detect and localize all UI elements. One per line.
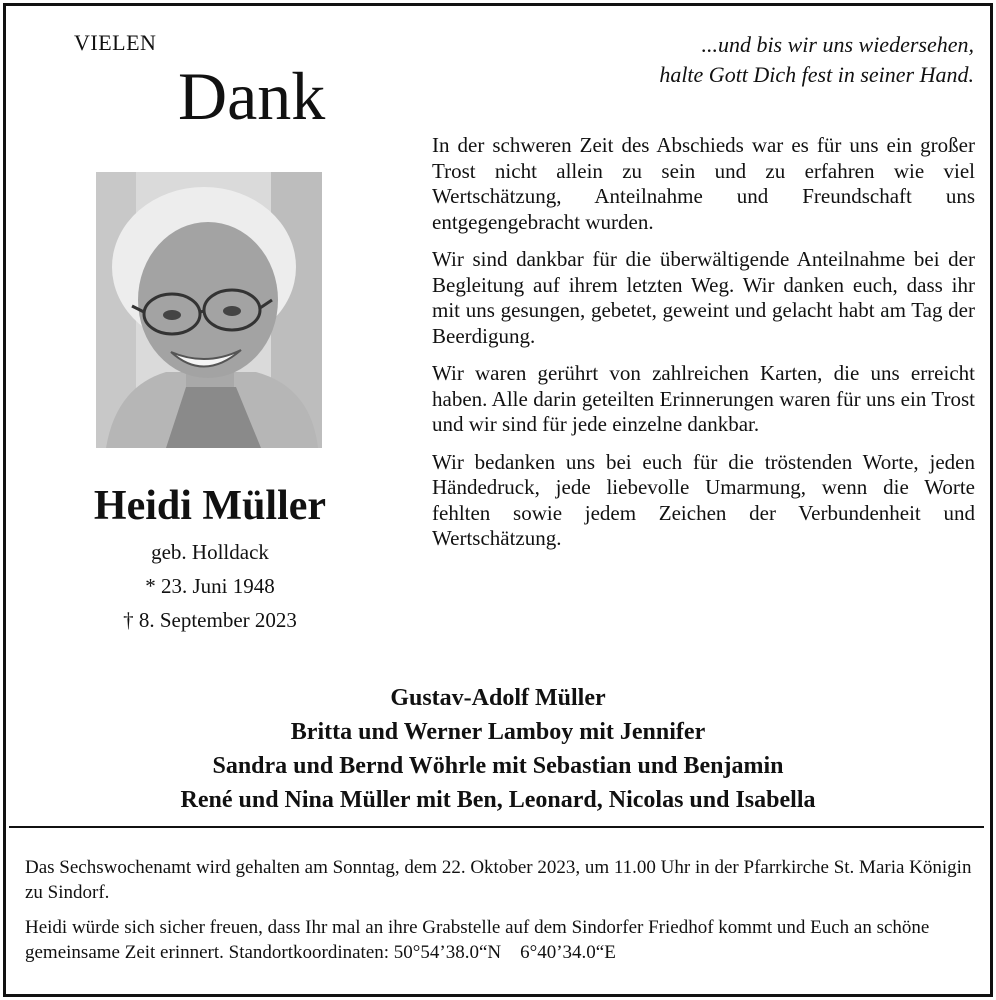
thanks-text <box>432 133 975 564</box>
heading-dank: Dank <box>178 58 326 134</box>
family-member-line: Britta und Werner Lamboy mit Jennifer <box>290 719 706 745</box>
portrait-illustration <box>96 172 322 448</box>
thanks-paragraph: In der schweren Zeit des Abschieds war es für uns ein großer Trost nicht allein zu sein und zu erfahren wie viel Wertschätzung, Anteilnahme und Freundschaft uns entgegengebracht wurden. <box>432 133 975 234</box>
birth-date: * 23. Juni 1948 <box>145 574 275 598</box>
heading-vielen: VIELEN <box>74 30 157 55</box>
family-member-line: René und Nina Müller mit Ben, Leonard, Nicolas und Isabella <box>180 787 816 813</box>
life-dates <box>60 535 360 637</box>
thanks-paragraph: Wir waren gerührt von zahlreichen Karten, die uns erreicht haben. Alle darin geteilten Erinnerungen waren für uns ein Trost und wir sind für jede einzelne dankbar. <box>432 361 975 436</box>
motto-line-2: halte Gott Dich fest in seiner Hand. <box>659 62 974 87</box>
footer-notices <box>25 855 975 975</box>
thanks-paragraph: Wir sind dankbar für die überwältigende Anteilnahme bei der Begleitung auf ihrem letzten Weg. Wir danken euch, dass ihr mit uns gesungen, gebetet, geweint und gelacht habt am Tag der Beerdigung. <box>432 247 975 348</box>
motto-line-1: ...und bis wir uns wiedersehen, <box>701 32 974 57</box>
thanks-paragraph: Wir bedanken uns bei euch für die tröstenden Worte, jeden Händedruck, jede liebevolle Umarmung, wenn die Worte fehlten sowie jedem Zeichen der Verbundenheit und Wertschätzung. <box>432 449 975 550</box>
birth-name: geb. Holldack <box>151 540 269 564</box>
family-member-line: Gustav-Adolf Müller <box>390 685 606 711</box>
mass-notice: Das Sechswochenamt wird gehalten am Sonntag, dem 22. Oktober 2023, um 11.00 Uhr in der Pfarrkirche St. Maria Königin zu Sindorf. <box>25 857 972 903</box>
motto <box>574 30 974 90</box>
footer-divider <box>9 826 984 828</box>
portrait-photo <box>96 172 322 448</box>
family-list <box>0 681 996 817</box>
deceased-name: Heidi Müller <box>93 483 327 529</box>
family-member-line: Sandra und Bernd Wöhrle mit Sebastian und Benjamin <box>212 753 784 779</box>
grave-notice: Heidi würde sich sicher freuen, dass Ihr mal an ihre Grabstelle auf dem Sindorfer Friedhof kommt und Euch an schöne gemeinsame Zeit erinnert. Standortkoordinaten: 50°54’38.0“N 6°40’34.0“E <box>25 917 935 963</box>
death-date: † 8. September 2023 <box>123 608 297 632</box>
